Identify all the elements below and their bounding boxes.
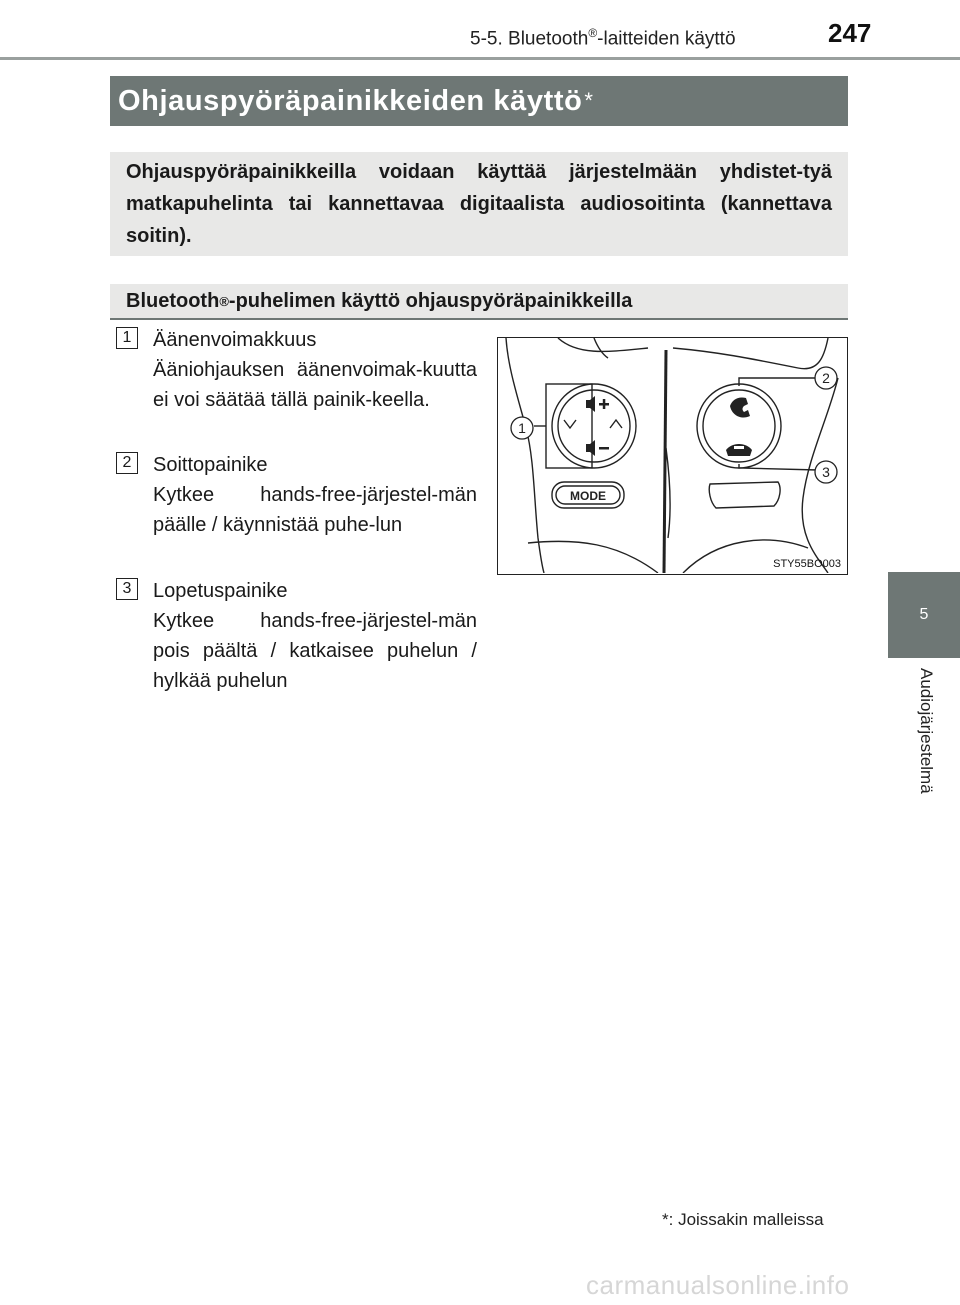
item-desc-3: Kytkee hands-free-järjestel-män pois päältä / katkaisee puhelun / hylkää puhelun	[153, 610, 477, 692]
running-header	[470, 26, 736, 50]
page-number: 247	[828, 18, 872, 48]
callout-3-number: 3	[822, 464, 830, 480]
volume-up-icon	[586, 396, 609, 412]
phone-hangup-icon	[726, 444, 752, 456]
footnote-asterisk: *	[662, 1210, 669, 1229]
chapter-label: Audiojärjestelmä	[917, 668, 936, 794]
mode-label: MODE	[570, 489, 606, 503]
intro-text: Ohjauspyöräpainikkeilla voidaan käyttää järjestelmään yhdistet-tyä matkapuhelinta tai kannettavaa digitaalista audiosoitinta (kannettava soitin).	[126, 161, 832, 247]
header-registered: ®	[588, 26, 598, 40]
callout-2	[815, 367, 837, 389]
item-desc-2: Kytkee hands-free-järjestel-män päälle / käynnistää puhe-lun	[153, 484, 477, 536]
item-title-2: Soittopainike	[153, 454, 268, 476]
right-chevron-icon	[610, 420, 622, 428]
item-title-1: Äänenvoimakkuus	[153, 329, 317, 351]
item-number-3: 3	[116, 578, 138, 600]
left-top-curve	[594, 338, 608, 358]
header-suffix: -laitteiden käyttö	[597, 28, 736, 50]
item-title-3: Lopetuspainike	[153, 580, 288, 602]
section-heading-text: Ohjauspyöräpainikkeiden käyttö	[118, 84, 583, 117]
volume-down-icon	[586, 440, 609, 456]
footnote	[662, 1210, 824, 1230]
footnote-text: : Joissakin malleissa	[668, 1210, 824, 1229]
callout-3	[815, 461, 837, 483]
chapter-tab: 5	[888, 572, 960, 658]
phone-call-icon	[730, 397, 750, 417]
callout-1-number: 1	[518, 420, 526, 436]
callout-2-number: 2	[822, 370, 830, 386]
callout-line-2	[739, 378, 818, 386]
subsection-registered: ®	[219, 293, 229, 309]
left-pad-ring	[552, 384, 636, 468]
item-number-1: 1	[116, 327, 138, 349]
subsection-suffix: -puhelimen käyttö ohjauspyöräpainikkeilla	[228, 289, 633, 312]
section-heading	[110, 76, 848, 126]
steering-column-line	[664, 350, 666, 573]
left-chevron-icon	[564, 420, 576, 428]
steering-wheel-illustration	[497, 337, 848, 575]
item-desc-1: Ääniohjauksen äänenvoimak-kuutta ei voi säätää tällä painik-keella.	[153, 359, 477, 411]
figure-code: STY55BO003	[773, 558, 841, 570]
left-spoke-outline	[506, 338, 544, 573]
subsection-heading	[110, 284, 848, 320]
left-bottom-outline	[528, 541, 658, 573]
callout-1	[511, 417, 533, 439]
steering-wheel-drawing	[498, 338, 846, 573]
watermark: carmanualsonline.info	[586, 1270, 850, 1300]
header-prefix: 5-5. Bluetooth	[470, 28, 589, 50]
column-curve	[666, 448, 670, 538]
right-top-outline	[673, 338, 828, 369]
intro-box	[110, 152, 848, 256]
subsection-prefix: Bluetooth	[126, 289, 220, 312]
left-top-outline	[558, 338, 648, 351]
item-number-2: 2	[116, 452, 138, 474]
right-lower-button	[709, 482, 780, 508]
section-heading-asterisk: *	[584, 88, 594, 113]
header-rule	[0, 57, 960, 60]
